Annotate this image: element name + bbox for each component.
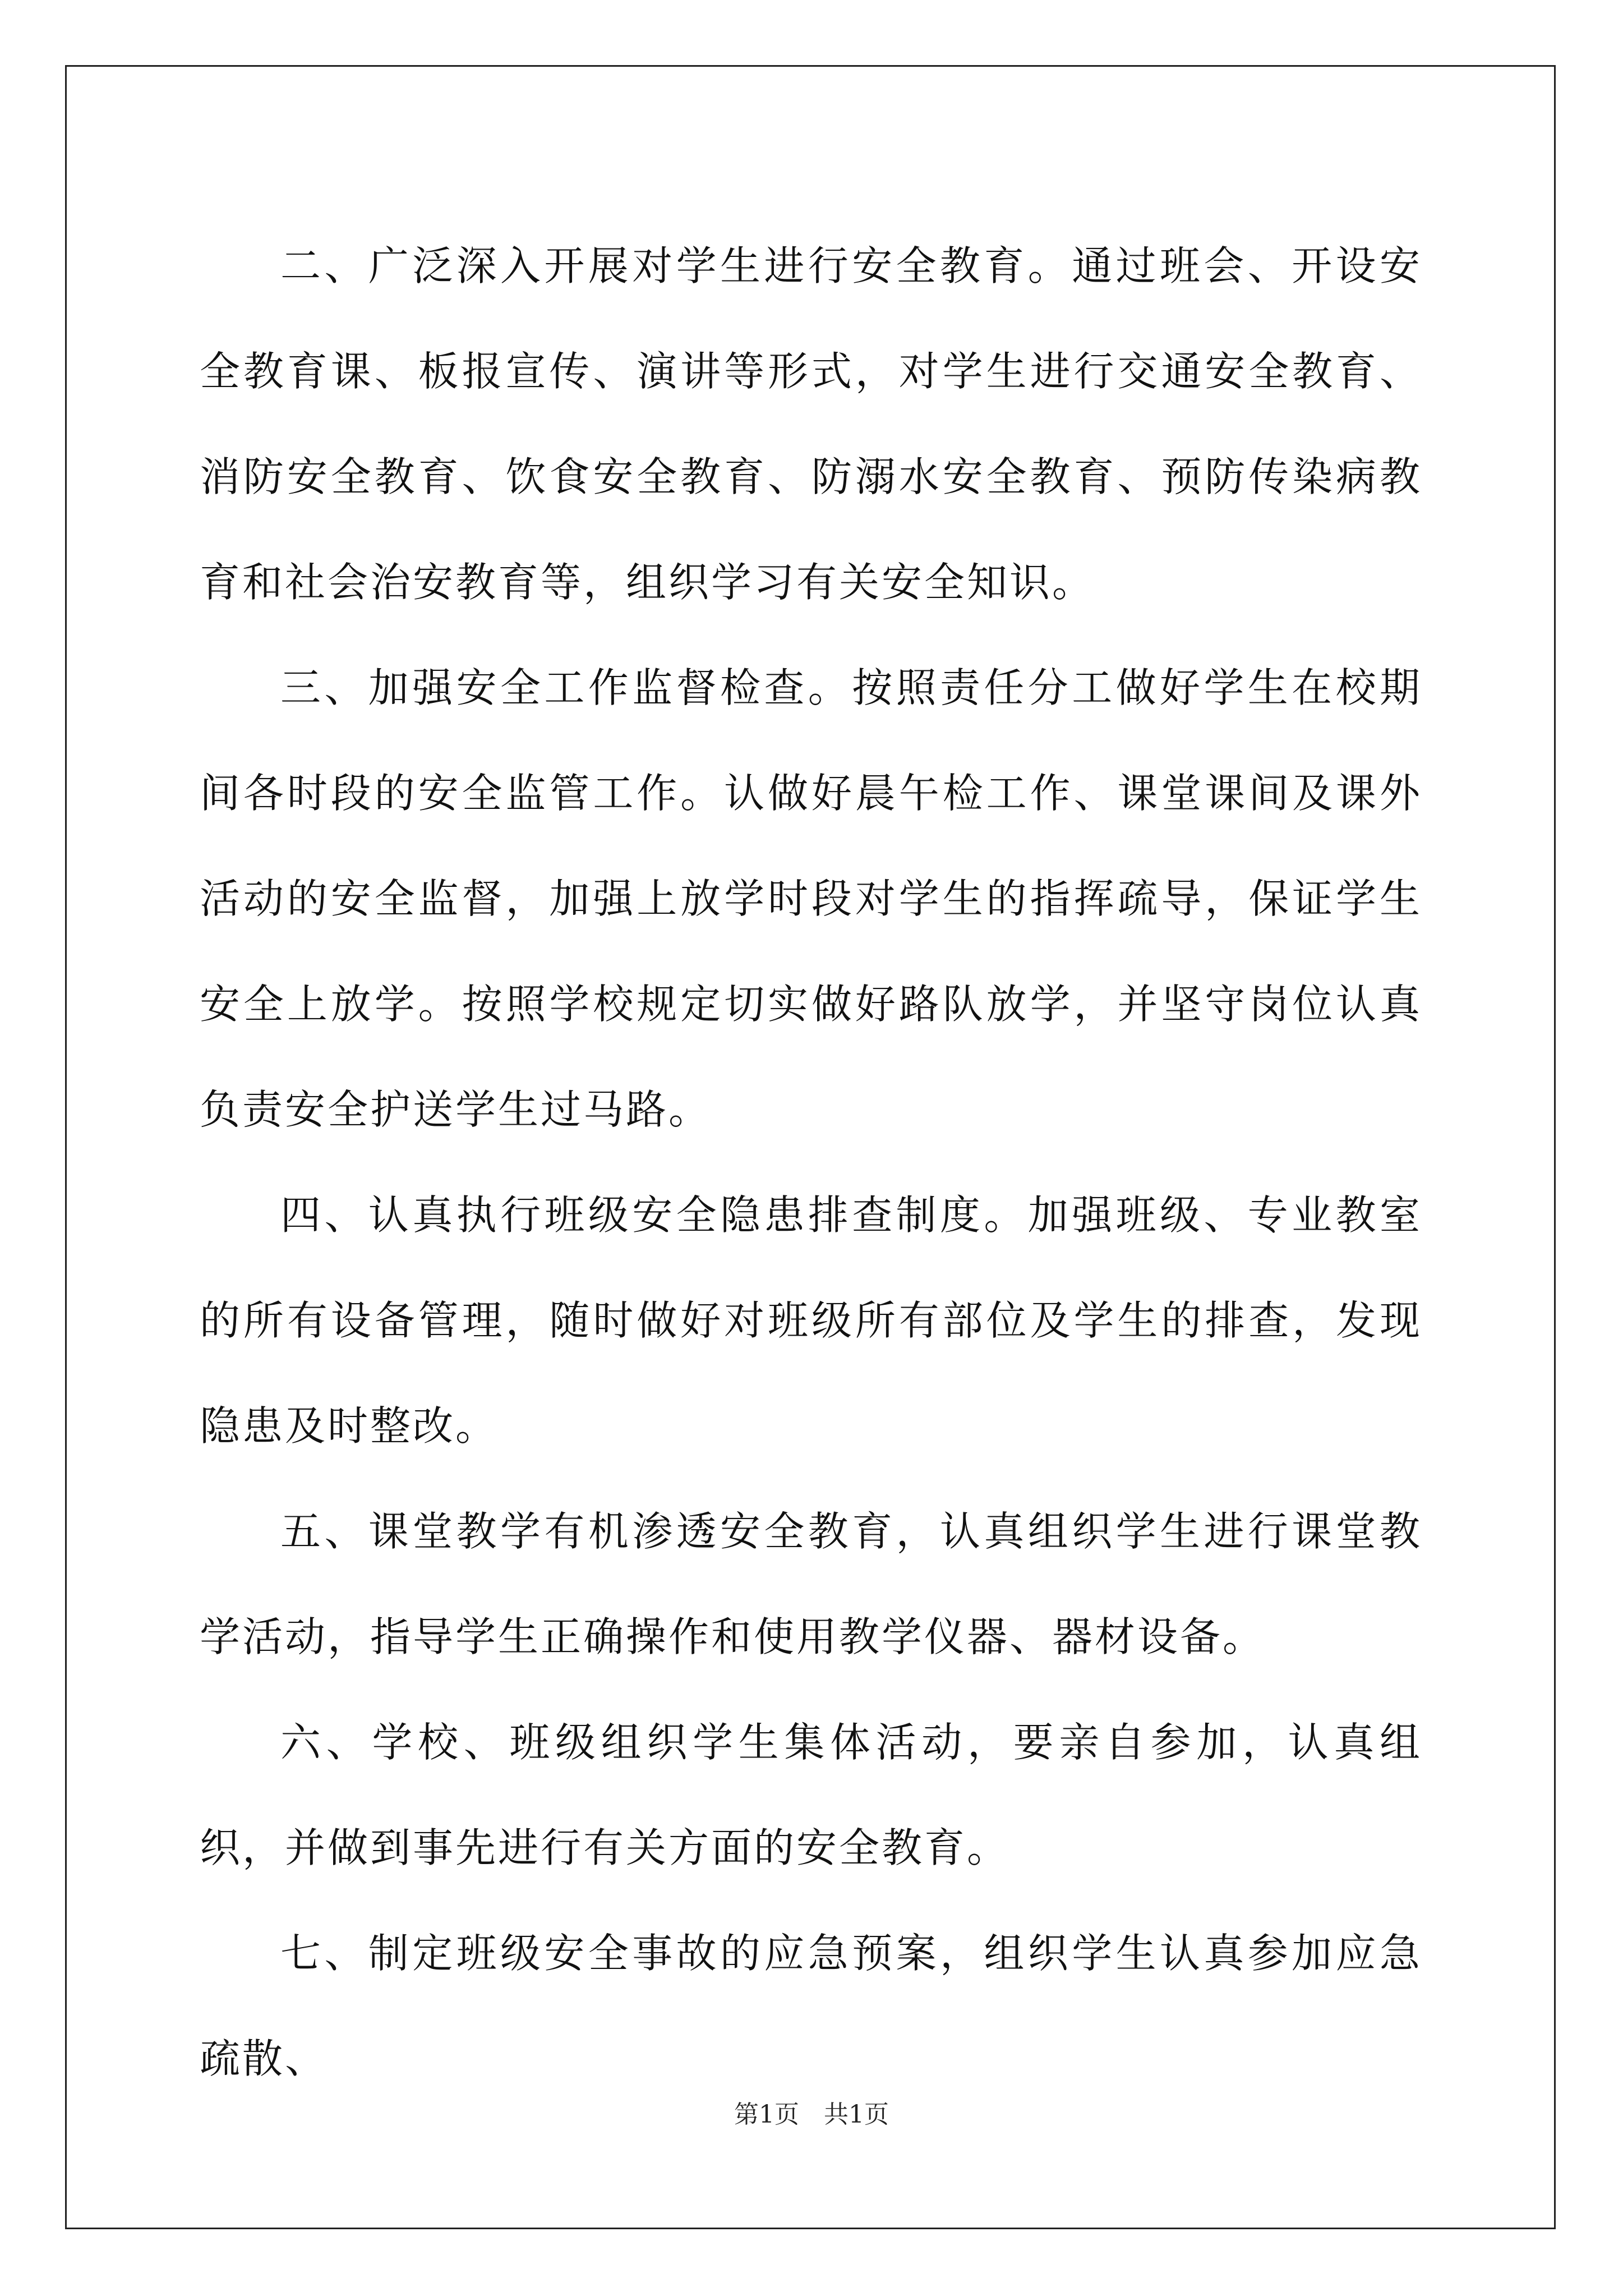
page-footer: 第1页 共1页 (734, 2100, 889, 2129)
paragraph-2: 二、广泛深入开展对学生进行安全教育。通过班会、开设安全教育课、板报宣传、演讲等形式，对学生进行交通安全教育、消防安全教育、饮食安全教育、防溺水安全教育、预防传染病教育和社会治安教育等，组织学习有关安全知识。 (200, 242, 1422, 606)
document-body (200, 213, 1422, 2111)
paragraph-6: 六、学校、班级组织学生集体活动，要亲自参加，认真组织，并做到事先进行有关方面的安全教育。 (200, 1719, 1422, 1871)
paragraph-3: 三、加强安全工作监督检查。按照责任分工做好学生在校期间各时段的安全监管工作。认做好晨午检工作、课堂课间及课外活动的安全监督，加强上放学时段对学生的指挥疏导，保证学生安全上放学。按照学校规定切实做好路队放学，并坚守岗位认真负责安全护送学生过马路。 (200, 664, 1422, 1133)
paragraph-7: 七、制定班级安全事故的应急预案，组织学生认真参加应急疏散、 (200, 1930, 1422, 2082)
paragraph-5: 五、课堂教学有机渗透安全教育，认真组织学生进行课堂教学活动，指导学生正确操作和使用教学仪器、器材设备。 (200, 1508, 1422, 1660)
paragraph-4: 四、认真执行班级安全隐患排查制度。加强班级、专业教室的所有设备管理，随时做好对班级所有部位及学生的排查，发现隐患及时整改。 (200, 1191, 1422, 1450)
